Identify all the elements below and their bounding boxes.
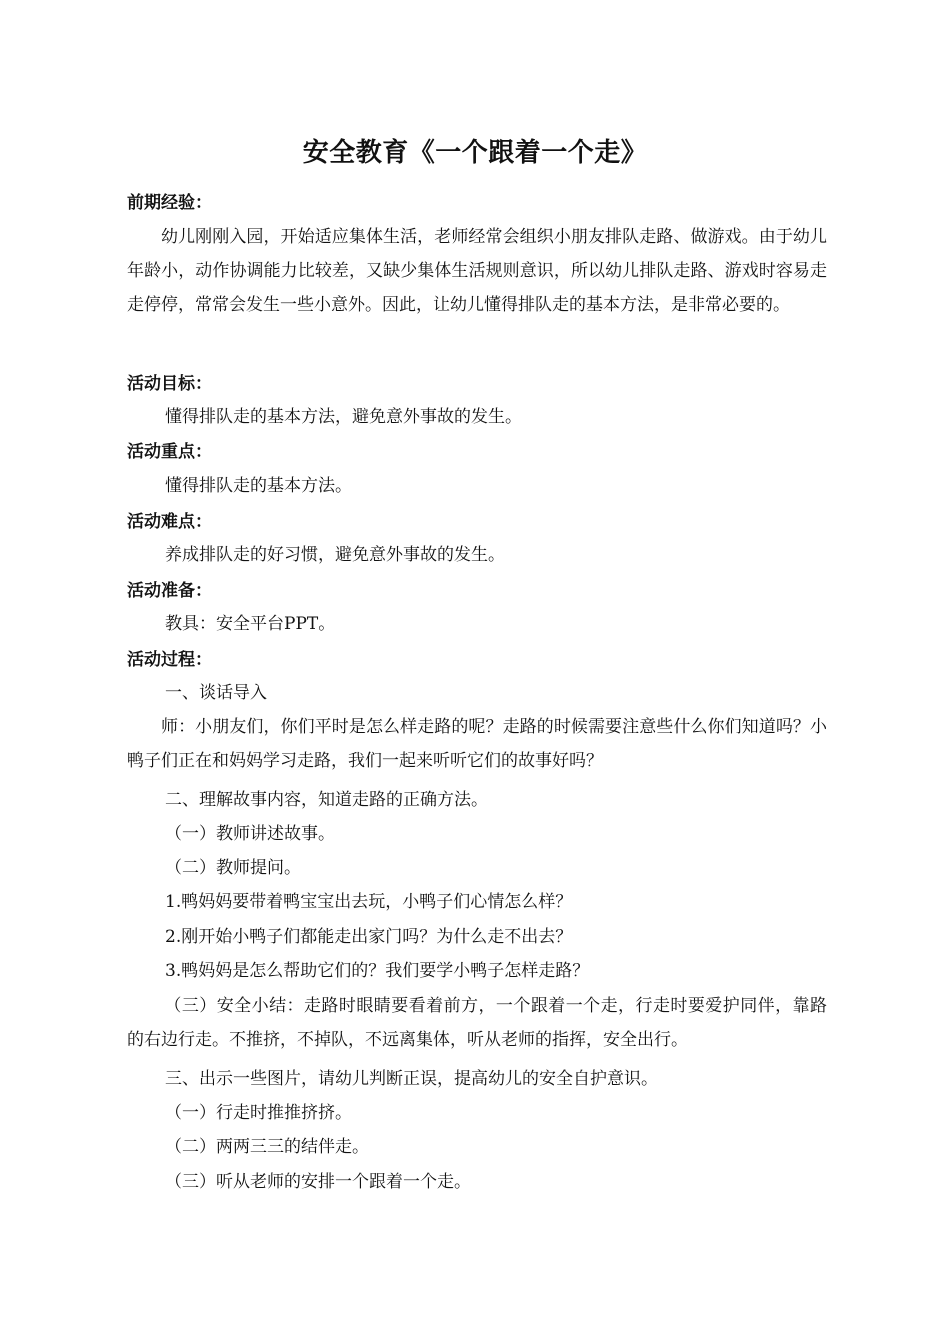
step3-sub3: （三）听从老师的安排一个跟着一个走。: [165, 1172, 471, 1192]
question-1: 1.鸭妈妈要带着鸭宝宝出去玩，小鸭子们心情怎么样？: [165, 892, 573, 912]
step2-sub3: （三）安全小结：走路时眼睛要看着前方，一个跟着一个走，行走时要爱护同伴，靠路的右边行走。不推挤，不掉队，不远离集体，听从老师的指挥，安全出行。: [127, 996, 827, 1050]
question-3: 3.鸭妈妈是怎么帮助它们的？我们要学小鸭子怎样走路？: [165, 961, 590, 981]
step3-sub1: （一）行走时推推挤挤。: [165, 1103, 352, 1123]
text-preparation: 教具：安全平台PPT。: [165, 614, 336, 634]
question-2: 2.刚开始小鸭子们都能走出家门吗？为什么走不出去？: [165, 927, 573, 947]
text-difficulty: 养成排队走的好习惯，避免意外事故的发生。: [165, 545, 505, 565]
heading-key-point: 活动重点：: [127, 442, 212, 462]
document-title: 安全教育《一个跟着一个走》: [302, 138, 648, 168]
heading-process: 活动过程：: [127, 650, 212, 670]
heading-preparation: 活动准备：: [127, 581, 212, 601]
heading-experience: 前期经验：: [127, 193, 212, 213]
step2-title: 二、理解故事内容，知道走路的正确方法。: [165, 790, 488, 810]
text-goal: 懂得排队走的基本方法，避免意外事故的发生。: [165, 407, 522, 427]
step1-text: 师：小朋友们，你们平时是怎么样走路的呢？走路的时候需要注意些什么你们知道吗？小鸭子们正在和妈妈学习走路，我们一起来听听它们的故事好吗？: [127, 717, 827, 771]
step2-sub2: （二）教师提问。: [165, 858, 301, 878]
step3-title: 三、出示一些图片，请幼儿判断正误，提高幼儿的安全自护意识。: [165, 1069, 658, 1089]
step3-sub2: （二）两两三三的结伴走。: [165, 1137, 369, 1157]
heading-goal: 活动目标：: [127, 374, 212, 394]
paragraph-experience: 幼儿刚刚入园，开始适应集体生活，老师经常会组织小朋友排队走路、做游戏。由于幼儿年龄小，动作协调能力比较差，又缺少集体生活规则意识，所以幼儿排队走路、游戏时容易走走停停，常常会发生一些小意外。因此，让幼儿懂得排队走的基本方法，是非常必要的。: [127, 227, 827, 315]
step2-sub1: （一）教师讲述故事。: [165, 824, 335, 844]
text-key-point: 懂得排队走的基本方法。: [165, 476, 352, 496]
step1-title: 一、谈话导入: [165, 683, 267, 703]
heading-difficulty: 活动难点：: [127, 512, 212, 532]
